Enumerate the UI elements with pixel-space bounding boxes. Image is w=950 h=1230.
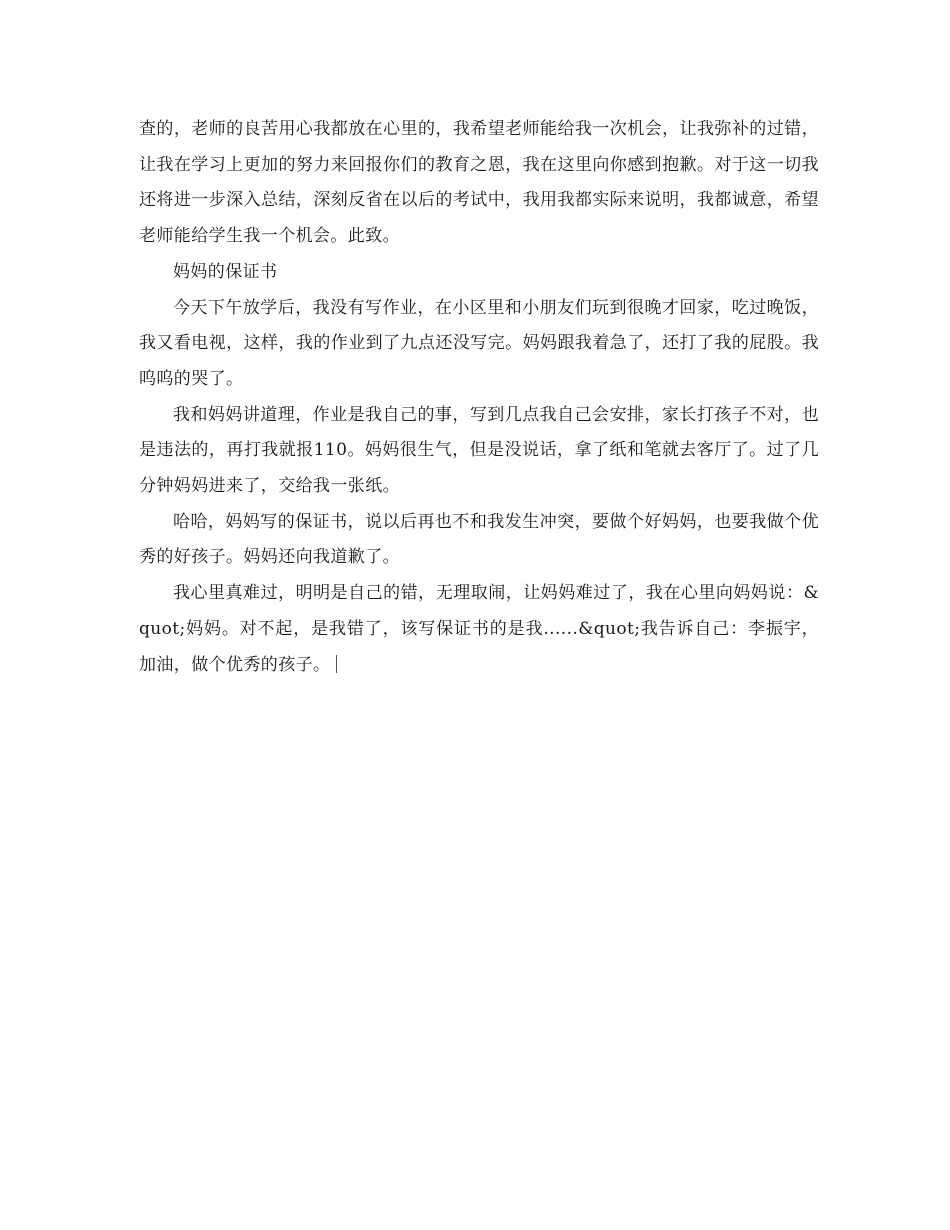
document-body [139,112,819,683]
text-cursor [336,655,337,673]
paragraph-story-2: 我和妈妈讲道理，作业是我自己的事，写到几点我自己会安排，家长打孩子不对，也是违法的，再打我就报110。妈妈很生气，但是没说话，拿了纸和笔就去客厅了。过了几分钟妈妈进来了，交给我一张纸。 [139,404,819,497]
paragraph-story-4 [139,576,819,683]
section-title: 妈妈的保证书 [173,261,278,282]
paragraph-apology-continuation: 查的，老师的良苦用心我都放在心里的，我希望老师能给我一次机会，让我弥补的过错，让我在学习上更加的努力来回报你们的教育之恩，我在这里向你感到抱歉。对于这一切我还将进一步深入总结，深刻反省在以后的考试中，我用我都实际来说明，我都诚意，希望老师能给学生我一个机会。此致。 [139,119,819,247]
paragraph-story-4-text: 我心里真难过，明明是自己的错，无理取闹，让妈妈难过了，我在心里向妈妈说：&quot;妈妈。对不起，是我错了，该写保证书的是我......&quot;我告诉自己：李振宇，加油，做个优秀的孩子。 [139,583,819,675]
paragraph-story-1: 今天下午放学后，我没有写作业，在小区里和小朋友们玩到很晚才回家，吃过晚饭，我又看电视，这样，我的作业到了九点还没写完。妈妈跟我着急了，还打了我的屁股。我呜呜的哭了。 [139,297,819,389]
paragraph-story-3: 哈哈，妈妈写的保证书，说以后再也不和我发生冲突，要做个好妈妈，也要我做个优秀的好孩子。妈妈还向我道歉了。 [139,511,819,568]
